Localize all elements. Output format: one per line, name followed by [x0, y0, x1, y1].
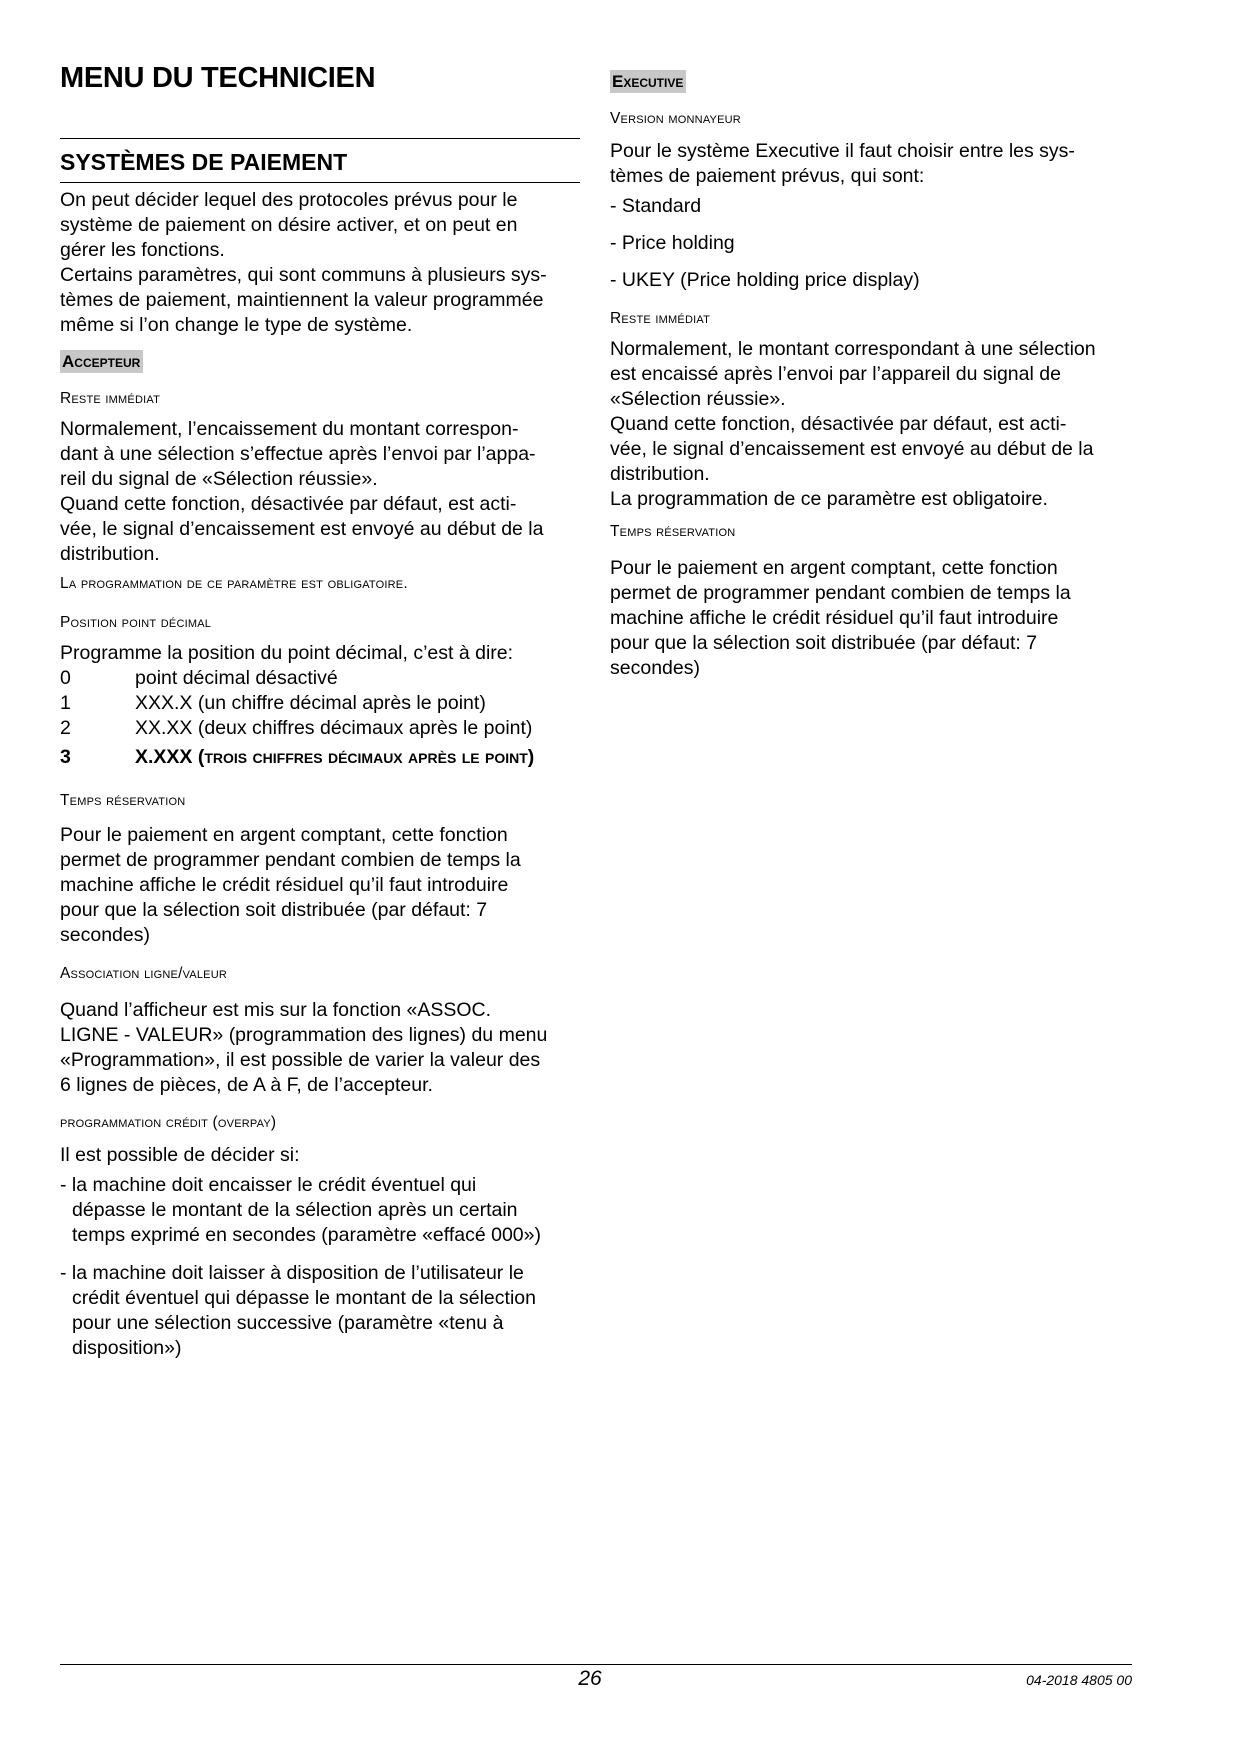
accepteur-reste-text [60, 417, 590, 567]
position-item [60, 745, 590, 770]
position-item [60, 691, 590, 716]
text-line: pour une sélection successive (paramètre «tenu à [72, 1312, 504, 1334]
text-line: permet de programmer pendant combien de temps la [60, 849, 521, 871]
text-line: tèmes de paiement prévus, qui sont: [610, 165, 925, 187]
text-line: Quand cette fonction, désactivée par défaut, est acti- [60, 493, 517, 515]
page-number: 26 [578, 1667, 602, 1690]
text-line: permet de programmer pendant combien de temps la [610, 582, 1071, 604]
executive-temps-text [610, 556, 1130, 681]
text-line: machine affiche le crédit résiduel qu’il faut introduire [610, 607, 1059, 629]
position-num: 3 [60, 746, 71, 768]
assoc-text [60, 998, 590, 1098]
intro-line: On peut décider lequel des protocoles prévus pour le [60, 189, 518, 211]
intro-line: même si l’on change le type de système. [60, 314, 413, 336]
accepteur-heading [60, 350, 143, 373]
version-heading: Version monnayeur [610, 110, 741, 127]
page-title: MENU DU TECHNICIEN [60, 62, 376, 94]
version-text [610, 139, 1130, 189]
position-label: XX.XX (deux chiffres décimaux après le point) [135, 717, 533, 739]
text-line: distribution. [60, 543, 160, 565]
version-item: - Standard [610, 195, 702, 217]
section-title: SYSTÈMES DE PAIEMENT [60, 138, 580, 183]
position-num: 0 [60, 667, 71, 689]
accepteur-obligatoire: La programmation de ce paramètre est obligatoire. [60, 575, 408, 592]
text-line: Quand cette fonction, désactivée par défaut, est acti- [610, 413, 1067, 435]
executive-reste-text [610, 337, 1130, 512]
intro-line: gérer les fonctions. [60, 239, 225, 261]
executive-badge: Executive [610, 70, 686, 93]
position-item [60, 666, 590, 691]
executive-temps-heading: Temps réservation [610, 523, 736, 540]
text-line: machine affiche le crédit résiduel qu’il faut introduire [60, 874, 509, 896]
text-line: temps exprimé en secondes (paramètre «effacé 000») [72, 1224, 541, 1246]
assoc-heading: Association ligne/valeur [60, 965, 227, 982]
intro-line: système de paiement on désire activer, et on peut en [60, 214, 518, 236]
text-line: 6 lignes de pièces, de A à F, de l’accepteur. [60, 1074, 433, 1096]
intro-text [60, 188, 590, 338]
text-line: pour que la sélection soit distribuée (par défaut: 7 [610, 632, 1038, 654]
version-item: - UKEY (Price holding price display) [610, 269, 920, 291]
text-line: est encaissé après l’envoi par l’appareil du signal de [610, 363, 1061, 385]
text-line: distribution. [610, 463, 710, 485]
text-line: Normalement, le montant correspondant à une sélection [610, 338, 1096, 360]
text-line: reil du signal de «Sélection réussie». [60, 468, 378, 490]
text-line: Pour le système Executive il faut choisir entre les sys- [610, 140, 1075, 162]
position-label: XXX.X (un chiffre décimal après le point) [135, 692, 486, 714]
text-line: secondes) [610, 657, 700, 679]
position-intro: Programme la position du point décimal, c’est à dire: [60, 642, 514, 664]
position-heading: Position point décimal [60, 614, 212, 631]
position-num: 2 [60, 717, 71, 739]
text-line: Quand l’afficheur est mis sur la fonction «ASSOC. [60, 999, 492, 1021]
text-line: - la machine doit laisser à disposition de l’utilisateur le [60, 1262, 524, 1284]
text-line: Pour le paiement en argent comptant, cette fonction [60, 824, 508, 846]
accepteur-temps-heading: Temps réservation [60, 792, 186, 809]
text-line: - la machine doit encaisser le crédit éventuel qui [60, 1174, 477, 1196]
text-line: Pour le paiement en argent comptant, cette fonction [610, 557, 1058, 579]
accepteur-temps-text [60, 823, 590, 948]
executive-reste-heading: Reste immédiat [610, 310, 710, 327]
version-item: - Price holding [610, 232, 735, 254]
text-line: «Programmation», il est possible de varier la valeur des [60, 1049, 541, 1071]
text-line: secondes) [60, 924, 150, 946]
intro-line: tèmes de paiement, maintiennent la valeur programmée [60, 289, 544, 311]
text-line: LIGNE - VALEUR» (programmation des lignes) du menu [60, 1024, 548, 1046]
accepteur-reste-heading: Reste immédiat [60, 390, 160, 407]
position-label: point décimal désactivé [135, 667, 338, 689]
document-code: 04-2018 4805 00 [1026, 1672, 1132, 1688]
position-label: X.XXX (trois chiffres décimaux après le point) [135, 746, 535, 768]
position-item [60, 716, 590, 741]
intro-line: Certains paramètres, qui sont communs à plusieurs sys- [60, 264, 547, 286]
text-line: disposition») [72, 1337, 182, 1359]
text-line: dant à une sélection s’effectue après l’envoi par l’appa- [60, 443, 536, 465]
credit-heading: programmation crédit (overpay) [60, 1114, 277, 1131]
position-num: 1 [60, 692, 71, 714]
credit-intro: Il est possible de décider si: [60, 1144, 300, 1166]
accepteur-badge: Accepteur [60, 350, 143, 373]
text-line: La programmation de ce paramètre est obligatoire. [610, 488, 1048, 510]
executive-heading [610, 70, 686, 93]
text-line: pour que la sélection soit distribuée (par défaut: 7 [60, 899, 488, 921]
text-line: crédit éventuel qui dépasse le montant de la sélection [72, 1287, 536, 1309]
text-line: vée, le signal d’encaissement est envoyé au début de la [610, 438, 1094, 460]
text-line: Normalement, l’encaissement du montant correspon- [60, 418, 519, 440]
position-list [60, 666, 590, 770]
credit-item [60, 1173, 602, 1248]
credit-item [60, 1261, 602, 1361]
footer-divider [60, 1664, 1132, 1665]
text-line: vée, le signal d’encaissement est envoyé au début de la [60, 518, 544, 540]
text-line: «Sélection réussie». [610, 388, 786, 410]
text-line: dépasse le montant de la sélection après un certain [72, 1199, 518, 1221]
